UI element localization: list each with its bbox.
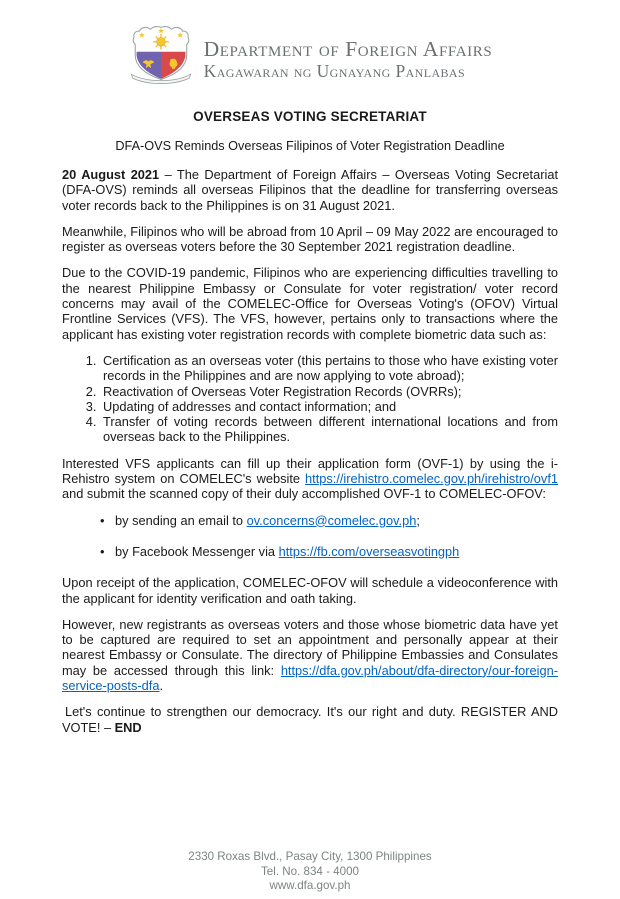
paragraph-6 <box>62 617 558 693</box>
letterhead <box>0 0 620 94</box>
secretariat-title: OVERSEAS VOTING SECRETARIAT <box>193 109 427 124</box>
dfa-directory-link[interactable]: https://dfa.gov.ph/about/dfa-directory/our-foreign-service-posts-dfa <box>62 662 558 694</box>
list-item <box>62 513 558 528</box>
email-link[interactable]: ov.concerns@comelec.gov.ph <box>246 512 417 528</box>
paragraph-6-text: However, new registrants as overseas voters and those whose biometric data have yet to be captured are required to set an appointment and personally appear at their nearest Embassy or Consulate. The directory of Philippine Embassies and Consulates may be accessed through this link: <box>62 616 558 678</box>
irehistro-link[interactable]: https://irehistro.comelec.gov.ph/irehistro/ovf1 <box>305 471 558 487</box>
paragraph-3: Due to the COVID-19 pandemic, Filipinos who are experiencing difficulties travelling to the nearest Philippine Embassy or Consulate for voter registration/ voter record concerns may avail of the COMELEC-Office for Overseas Voting's (OFOV) Virtual Frontline Services (VFS). The VFS, however, pertains only to transactions where the applicant has existing voter registration records with complete biometric data such as: <box>62 265 558 342</box>
letterhead-text <box>204 38 493 82</box>
department-name-english: Department of Foreign Affairs <box>203 36 493 61</box>
paragraph-4-text-after: and submit the scanned copy of their duly accomplished OVF-1 to COMELEC-OFOV: <box>62 486 546 502</box>
footer-website: www.dfa.gov.ph <box>269 879 351 893</box>
paragraph-4-text: Interested VFS applicants can fill up their application form (OVF-1) by using the i-Rehistro system on COMELEC's website <box>62 455 558 487</box>
department-name-filipino: Kagawaran ng Ugnayang Panlabas <box>203 61 466 82</box>
closing-text: Let's continue to strengthen our democracy. It's our right and duty. REGISTER AND VOTE! – <box>62 704 558 735</box>
list-item: 2. Reactivation of Overseas Voter Registration Records (OVRRs); <box>100 384 558 399</box>
paragraph-dateline <box>62 167 558 213</box>
end-marker: END <box>114 719 142 735</box>
dateline-date: 20 August 2021 <box>62 167 160 182</box>
bullet-2-text: by Facebook Messenger via <box>115 543 279 559</box>
dfa-seal-icon <box>128 25 194 94</box>
paragraph-dateline-text: – The Department of Foreign Affairs – Overseas Voting Secretariat (DFA-OVS) reminds all overseas Filipinos that the deadline for transferring overseas voter records back to the Philippines is on 31 August 2021. <box>62 167 558 213</box>
paragraph-closing <box>62 704 558 735</box>
document-footer <box>0 850 620 894</box>
paragraph-6-text-after: . <box>159 678 163 694</box>
list-item <box>62 544 558 559</box>
list-item: 3. Updating of addresses and contact information; and <box>100 399 558 414</box>
list-item: 1. Certification as an overseas voter (this pertains to those who have existing voter records in the Philippines and are now applying to vote abroad); <box>100 353 558 384</box>
press-release-body <box>62 167 558 735</box>
footer-telephone: Tel. No. 834 - 4000 <box>261 864 359 878</box>
press-release-headline: DFA-OVS Reminds Overseas Filipinos of Voter Registration Deadline <box>115 139 505 153</box>
bullet-1-text-after: ; <box>416 512 420 528</box>
paragraph-5: Upon receipt of the application, COMELEC-OFOV will schedule a videoconference with the applicant for identity verification and oath taking. <box>62 575 558 606</box>
footer-address: 2330 Roxas Blvd., Pasay City, 1300 Philippines <box>188 850 432 864</box>
paragraph-2: Meanwhile, Filipinos who will be abroad from 10 April – 09 May 2022 are encouraged to register as overseas voters before the 30 September 2021 registration deadline. <box>62 223 558 255</box>
facebook-messenger-link[interactable]: https://fb.com/overseasvotingph <box>278 543 460 559</box>
paragraph-4 <box>62 456 558 502</box>
vfs-transactions-list <box>62 353 558 445</box>
submission-options-list <box>62 513 558 560</box>
list-item: 4. Transfer of voting records between different international locations and from overseas back to the Philippines. <box>100 414 558 445</box>
bullet-1-text: by sending an email to <box>115 512 247 528</box>
